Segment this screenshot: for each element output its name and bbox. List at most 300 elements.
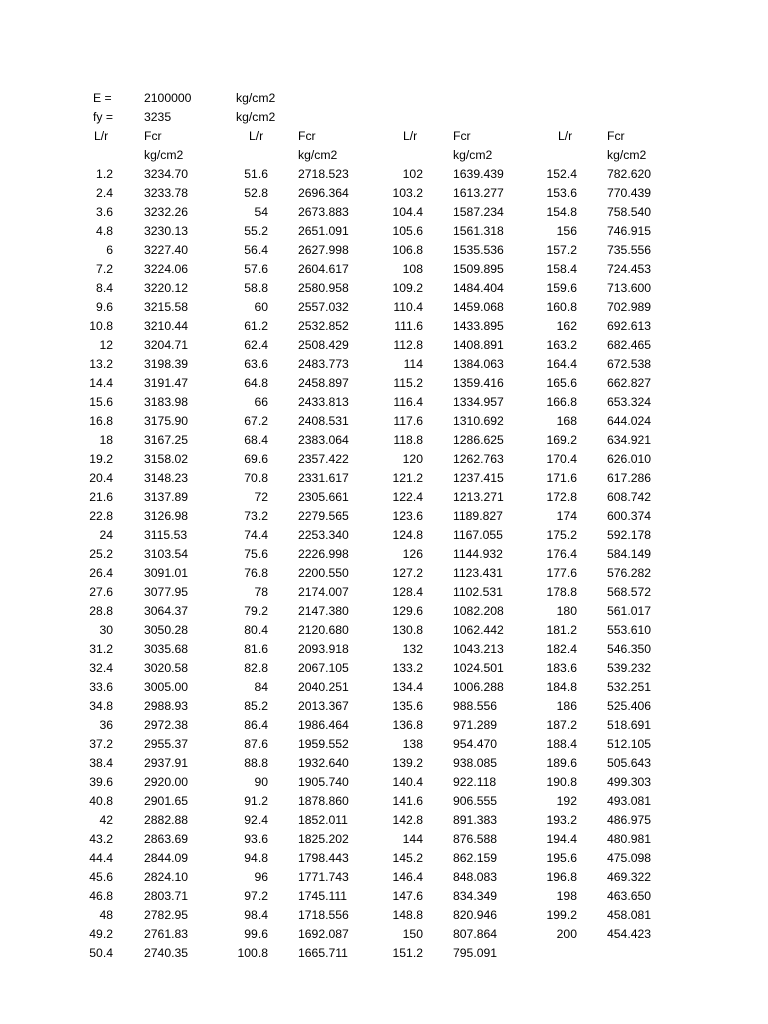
cell-fcr: 3064.37 (144, 604, 189, 618)
cell-fcr: 2253.340 (298, 528, 349, 542)
cell-lr: 90 (254, 775, 268, 789)
cell-fcr: 2604.617 (298, 262, 349, 276)
cell-fcr: 463.650 (607, 889, 652, 903)
cell-lr: 109.2 (392, 281, 423, 295)
cell-fcr: 1771.743 (298, 870, 349, 884)
cell-fcr: 2740.35 (144, 946, 189, 960)
cell-lr: 151.2 (392, 946, 423, 960)
cell-lr: 99.6 (244, 927, 268, 941)
cell-lr: 24 (99, 528, 113, 542)
cell-lr: 117.6 (393, 414, 423, 428)
cell-lr: 130.8 (392, 623, 423, 637)
cell-lr: 134.4 (392, 680, 423, 694)
cell-lr: 49.2 (89, 927, 113, 941)
cell-fcr: 2174.007 (298, 585, 349, 599)
cell-fcr: 1144.932 (453, 547, 503, 561)
cell-fcr: 475.098 (607, 851, 652, 865)
cell-fcr: 3020.58 (144, 661, 189, 675)
cell-lr: 51.6 (244, 167, 268, 181)
cell-fcr: 724.453 (607, 262, 652, 276)
cell-lr: 27.6 (89, 585, 113, 599)
cell-fcr: 1718.556 (298, 908, 349, 922)
cell-lr: 4.8 (96, 224, 113, 238)
cell-fcr: 1745.111 (298, 889, 348, 903)
cell-fcr: 1878.860 (298, 794, 349, 808)
cell-lr: 70.8 (244, 471, 268, 485)
cell-lr: 157.2 (546, 243, 577, 257)
constant-unit: kg/cm2 (236, 110, 276, 124)
cell-fcr: 1692.087 (298, 927, 349, 941)
cell-lr: 7.2 (96, 262, 113, 276)
cell-lr: 195.6 (546, 851, 577, 865)
cell-fcr: 746.915 (607, 224, 652, 238)
cell-fcr: 3215.58 (144, 300, 189, 314)
cell-lr: 154.8 (546, 205, 577, 219)
cell-fcr: 3077.95 (144, 585, 189, 599)
cell-fcr: 546.350 (607, 642, 652, 656)
cell-fcr: 2532.852 (298, 319, 349, 333)
cell-fcr: 1237.415 (453, 471, 504, 485)
cell-lr: 168 (556, 414, 577, 428)
cell-lr: 181.2 (546, 623, 577, 637)
cell-lr: 146.4 (392, 870, 423, 884)
cell-fcr: 1561.318 (453, 224, 504, 238)
cell-lr: 72 (254, 490, 268, 504)
cell-lr: 180 (556, 604, 577, 618)
cell-fcr: 2955.37 (144, 737, 189, 751)
header-fcr-unit: kg/cm2 (144, 148, 184, 162)
cell-lr: 152.4 (546, 167, 577, 181)
header-fcr-unit: kg/cm2 (298, 148, 338, 162)
cell-fcr: 3148.23 (144, 471, 189, 485)
cell-fcr: 1189.827 (453, 509, 503, 523)
cell-lr: 12 (99, 338, 113, 352)
cell-lr: 40.8 (89, 794, 113, 808)
cell-lr: 18 (99, 433, 113, 447)
cell-fcr: 3126.98 (144, 509, 189, 523)
cell-fcr: 454.423 (607, 927, 652, 941)
cell-fcr: 2824.10 (144, 870, 189, 884)
cell-fcr: 2901.65 (144, 794, 189, 808)
cell-lr: 85.2 (244, 699, 268, 713)
cell-lr: 111.6 (394, 319, 423, 333)
cell-lr: 105.6 (392, 224, 423, 238)
cell-fcr: 2972.38 (144, 718, 189, 732)
cell-fcr: 2803.71 (144, 889, 189, 903)
cell-lr: 64.8 (244, 376, 268, 390)
header-fcr-unit: kg/cm2 (453, 148, 493, 162)
cell-lr: 92.4 (244, 813, 268, 827)
cell-fcr: 561.017 (607, 604, 652, 618)
cell-lr: 190.8 (546, 775, 577, 789)
cell-fcr: 3035.68 (144, 642, 189, 656)
cell-lr: 76.8 (244, 566, 268, 580)
cell-lr: 108 (402, 262, 423, 276)
cell-fcr: 862.159 (453, 851, 498, 865)
cell-lr: 172.8 (546, 490, 577, 504)
cell-fcr: 3234.70 (144, 167, 189, 181)
cell-fcr: 634.921 (607, 433, 652, 447)
cell-lr: 124.8 (392, 528, 423, 542)
cell-lr: 200 (556, 927, 577, 941)
cell-lr: 9.6 (96, 300, 113, 314)
cell-lr: 96 (254, 870, 268, 884)
cell-fcr: 2433.813 (298, 395, 349, 409)
cell-fcr: 1587.234 (453, 205, 504, 219)
cell-fcr: 1905.740 (298, 775, 349, 789)
cell-lr: 170.4 (546, 452, 577, 466)
cell-lr: 56.4 (244, 243, 268, 257)
cell-fcr: 3005.00 (144, 680, 189, 694)
cell-lr: 26.4 (89, 566, 113, 580)
cell-fcr: 1639.439 (453, 167, 504, 181)
cell-lr: 63.6 (244, 357, 268, 371)
cell-fcr: 3230.13 (144, 224, 189, 238)
cell-lr: 10.8 (89, 319, 113, 333)
cell-fcr: 3103.54 (144, 547, 189, 561)
cell-fcr: 3204.71 (144, 338, 189, 352)
cell-fcr: 1509.895 (453, 262, 504, 276)
cell-fcr: 3175.90 (144, 414, 189, 428)
cell-lr: 14.4 (89, 376, 113, 390)
cell-lr: 45.6 (89, 870, 113, 884)
header-lr: L/r (558, 129, 573, 143)
cell-lr: 91.2 (244, 794, 268, 808)
cell-fcr: 3183.98 (144, 395, 189, 409)
cell-fcr: 2279.565 (298, 509, 349, 523)
cell-lr: 132 (402, 642, 423, 656)
cell-fcr: 1986.464 (298, 718, 349, 732)
cell-lr: 87.6 (244, 737, 268, 751)
cell-lr: 25.2 (89, 547, 113, 561)
cell-fcr: 626.010 (607, 452, 652, 466)
cell-fcr: 820.946 (453, 908, 498, 922)
cell-lr: 121.2 (392, 471, 423, 485)
cell-lr: 126 (402, 547, 423, 561)
cell-fcr: 1825.202 (298, 832, 349, 846)
cell-lr: 55.2 (244, 224, 268, 238)
cell-lr: 127.2 (392, 566, 423, 580)
cell-lr: 34.8 (89, 699, 113, 713)
cell-fcr: 1334.957 (453, 395, 504, 409)
cell-lr: 62.4 (244, 338, 268, 352)
cell-lr: 100.8 (237, 946, 268, 960)
cell-fcr: 2696.364 (298, 186, 349, 200)
cell-lr: 74.4 (244, 528, 268, 542)
cell-lr: 39.6 (89, 775, 113, 789)
cell-fcr: 458.081 (607, 908, 652, 922)
cell-lr: 50.4 (89, 946, 113, 960)
cell-lr: 80.4 (244, 623, 268, 637)
cell-fcr: 1062.442 (453, 623, 504, 637)
cell-fcr: 2718.523 (298, 167, 349, 181)
cell-fcr: 2863.69 (144, 832, 189, 846)
cell-lr: 194.4 (546, 832, 577, 846)
header-lr: L/r (249, 129, 264, 143)
cell-fcr: 499.303 (607, 775, 652, 789)
cell-lr: 73.2 (244, 509, 268, 523)
cell-fcr: 2882.88 (144, 813, 189, 827)
cell-fcr: 2120.680 (298, 623, 349, 637)
cell-fcr: 480.981 (607, 832, 652, 846)
cell-lr: 15.6 (89, 395, 113, 409)
constant-unit: kg/cm2 (236, 91, 276, 105)
cell-lr: 61.2 (244, 319, 268, 333)
cell-fcr: 1459.068 (453, 300, 504, 314)
cell-lr: 97.2 (244, 889, 268, 903)
cell-fcr: 644.024 (607, 414, 652, 428)
cell-fcr: 3233.78 (144, 186, 189, 200)
cell-fcr: 1408.891 (453, 338, 504, 352)
cell-lr: 147.6 (392, 889, 423, 903)
cell-lr: 20.4 (89, 471, 113, 485)
cell-fcr: 3137.89 (144, 490, 189, 504)
cell-fcr: 2920.00 (144, 775, 189, 789)
cell-fcr: 1484.404 (453, 281, 504, 295)
cell-fcr: 553.610 (607, 623, 652, 637)
cell-fcr: 954.470 (453, 737, 498, 751)
cell-fcr: 2844.09 (144, 851, 189, 865)
cell-lr: 54 (254, 205, 268, 219)
cell-lr: 142.8 (392, 813, 423, 827)
cell-fcr: 1384.063 (453, 357, 504, 371)
cell-lr: 81.6 (244, 642, 268, 656)
cell-fcr: 1665.711 (298, 946, 348, 960)
cell-lr: 112.8 (393, 338, 423, 352)
cell-lr: 78 (254, 585, 268, 599)
cell-lr: 43.2 (89, 832, 113, 846)
cell-lr: 164.4 (546, 357, 577, 371)
cell-fcr: 2013.367 (298, 699, 349, 713)
cell-lr: 118.8 (393, 433, 423, 447)
cell-lr: 67.2 (244, 414, 268, 428)
cell-lr: 58.8 (244, 281, 268, 295)
cell-lr: 141.6 (392, 794, 423, 808)
cell-fcr: 3220.12 (144, 281, 189, 295)
cell-fcr: 3115.53 (144, 528, 188, 542)
cell-lr: 145.2 (392, 851, 423, 865)
cell-fcr: 3210.44 (144, 319, 189, 333)
cell-fcr: 876.588 (453, 832, 498, 846)
cell-fcr: 2040.251 (298, 680, 349, 694)
cell-lr: 94.8 (244, 851, 268, 865)
cell-lr: 13.2 (89, 357, 113, 371)
cell-fcr: 3224.06 (144, 262, 189, 276)
cell-fcr: 770.439 (607, 186, 652, 200)
cell-fcr: 600.374 (607, 509, 652, 523)
cell-fcr: 493.081 (607, 794, 652, 808)
cell-fcr: 617.286 (607, 471, 652, 485)
cell-fcr: 672.538 (607, 357, 652, 371)
cell-fcr: 584.149 (607, 547, 652, 561)
cell-fcr: 662.827 (607, 376, 652, 390)
cell-fcr: 3050.28 (144, 623, 189, 637)
cell-fcr: 1852.011 (298, 813, 348, 827)
cell-lr: 120 (402, 452, 423, 466)
cell-lr: 160.8 (546, 300, 577, 314)
cell-lr: 8.4 (96, 281, 113, 295)
cell-fcr: 702.989 (607, 300, 652, 314)
cell-lr: 98.4 (244, 908, 268, 922)
cell-lr: 189.6 (546, 756, 577, 770)
cell-lr: 75.6 (244, 547, 268, 561)
cell-lr: 182.4 (546, 642, 577, 656)
cell-fcr: 1102.531 (453, 585, 503, 599)
cell-fcr: 3091.01 (144, 566, 189, 580)
cell-lr: 66 (254, 395, 268, 409)
cell-fcr: 2408.531 (298, 414, 349, 428)
cell-lr: 176.4 (546, 547, 577, 561)
cell-lr: 57.6 (244, 262, 268, 276)
cell-fcr: 922.118 (453, 775, 497, 789)
constant-label: fy = (93, 110, 113, 124)
cell-lr: 175.2 (546, 528, 577, 542)
cell-lr: 158.4 (546, 262, 577, 276)
cell-lr: 196.8 (546, 870, 577, 884)
cell-fcr: 518.691 (607, 718, 652, 732)
cell-lr: 156 (556, 224, 577, 238)
cell-lr: 106.8 (392, 243, 423, 257)
cell-fcr: 2147.380 (298, 604, 349, 618)
cell-fcr: 2305.661 (298, 490, 349, 504)
cell-fcr: 3167.25 (144, 433, 189, 447)
cell-fcr: 2508.429 (298, 338, 349, 352)
cell-fcr: 2093.918 (298, 642, 349, 656)
cell-fcr: 539.232 (607, 661, 652, 675)
cell-fcr: 1359.416 (453, 376, 504, 390)
cell-lr: 198 (556, 889, 577, 903)
cell-fcr: 682.465 (607, 338, 652, 352)
cell-lr: 140.4 (392, 775, 423, 789)
cell-lr: 3.6 (96, 205, 113, 219)
cell-lr: 123.6 (392, 509, 423, 523)
cell-fcr: 971.289 (453, 718, 498, 732)
cell-lr: 135.6 (392, 699, 423, 713)
cell-fcr: 2782.95 (144, 908, 189, 922)
cell-fcr: 3198.39 (144, 357, 189, 371)
cell-fcr: 3227.40 (144, 243, 189, 257)
cell-fcr: 795.091 (453, 946, 498, 960)
cell-fcr: 3191.47 (144, 376, 189, 390)
cell-fcr: 532.251 (607, 680, 652, 694)
cell-lr: 6 (106, 243, 113, 257)
cell-lr: 86.4 (244, 718, 268, 732)
header-fcr-unit: kg/cm2 (607, 148, 647, 162)
header-fcr: Fcr (453, 129, 471, 143)
cell-lr: 22.8 (89, 509, 113, 523)
cell-fcr: 1310.692 (453, 414, 504, 428)
cell-fcr: 2580.958 (298, 281, 349, 295)
cell-fcr: 1082.208 (453, 604, 504, 618)
cell-fcr: 653.324 (607, 395, 652, 409)
cell-fcr: 2383.064 (298, 433, 349, 447)
cell-fcr: 2651.091 (298, 224, 349, 238)
cell-lr: 136.8 (392, 718, 423, 732)
cell-lr: 166.8 (546, 395, 577, 409)
cell-lr: 84 (254, 680, 268, 694)
cell-lr: 199.2 (546, 908, 577, 922)
cell-fcr: 1024.501 (453, 661, 504, 675)
cell-fcr: 758.540 (607, 205, 652, 219)
cell-fcr: 608.742 (607, 490, 652, 504)
cell-lr: 192 (556, 794, 577, 808)
cell-fcr: 2761.83 (144, 927, 189, 941)
cell-lr: 184.8 (546, 680, 577, 694)
cell-lr: 139.2 (392, 756, 423, 770)
cell-lr: 133.2 (392, 661, 423, 675)
cell-lr: 2.4 (96, 186, 113, 200)
cell-lr: 153.6 (546, 186, 577, 200)
cell-fcr: 505.643 (607, 756, 652, 770)
constant-value: 3235 (144, 110, 172, 124)
cell-lr: 93.6 (244, 832, 268, 846)
cell-fcr: 576.282 (607, 566, 652, 580)
cell-fcr: 713.600 (607, 281, 652, 295)
cell-lr: 116.4 (393, 395, 423, 409)
cell-fcr: 592.178 (607, 528, 652, 542)
cell-fcr: 1262.763 (453, 452, 504, 466)
cell-lr: 115.2 (393, 376, 423, 390)
cell-fcr: 1932.640 (298, 756, 349, 770)
cell-fcr: 735.556 (607, 243, 652, 257)
cell-lr: 102 (402, 167, 423, 181)
cell-lr: 103.2 (392, 186, 423, 200)
cell-fcr: 891.383 (453, 813, 498, 827)
cell-lr: 129.6 (392, 604, 423, 618)
cell-fcr: 1006.288 (453, 680, 504, 694)
cell-fcr: 3232.26 (144, 205, 189, 219)
cell-lr: 31.2 (89, 642, 113, 656)
cell-fcr: 988.556 (453, 699, 498, 713)
cell-fcr: 3158.02 (144, 452, 189, 466)
cell-fcr: 2483.773 (298, 357, 349, 371)
cell-lr: 44.4 (89, 851, 113, 865)
cell-fcr: 2937.91 (144, 756, 189, 770)
cell-lr: 1.2 (96, 167, 113, 181)
cell-lr: 28.8 (89, 604, 113, 618)
cell-fcr: 2673.883 (298, 205, 349, 219)
cell-fcr: 1798.443 (298, 851, 349, 865)
cell-fcr: 1286.625 (453, 433, 504, 447)
cell-lr: 150 (402, 927, 423, 941)
cell-lr: 48 (99, 908, 113, 922)
cell-fcr: 2627.998 (298, 243, 349, 257)
header-fcr: Fcr (298, 129, 316, 143)
cell-fcr: 486.975 (607, 813, 652, 827)
cell-lr: 186 (556, 699, 577, 713)
cell-lr: 144 (402, 832, 423, 846)
cell-lr: 52.8 (244, 186, 268, 200)
cell-lr: 178.8 (546, 585, 577, 599)
cell-lr: 19.2 (89, 452, 113, 466)
cell-lr: 68.4 (244, 433, 268, 447)
header-fcr: Fcr (144, 129, 162, 143)
cell-fcr: 2458.897 (298, 376, 349, 390)
cell-lr: 138 (402, 737, 423, 751)
cell-fcr: 1213.271 (453, 490, 504, 504)
cell-fcr: 834.349 (453, 889, 498, 903)
cell-lr: 183.6 (546, 661, 577, 675)
cell-lr: 122.4 (392, 490, 423, 504)
cell-lr: 165.6 (546, 376, 577, 390)
cell-lr: 60 (254, 300, 268, 314)
cell-fcr: 782.620 (607, 167, 652, 181)
cell-lr: 193.2 (546, 813, 577, 827)
cell-fcr: 1167.055 (453, 528, 503, 542)
cell-lr: 46.8 (89, 889, 113, 903)
cell-fcr: 2226.998 (298, 547, 349, 561)
cell-fcr: 692.613 (607, 319, 652, 333)
